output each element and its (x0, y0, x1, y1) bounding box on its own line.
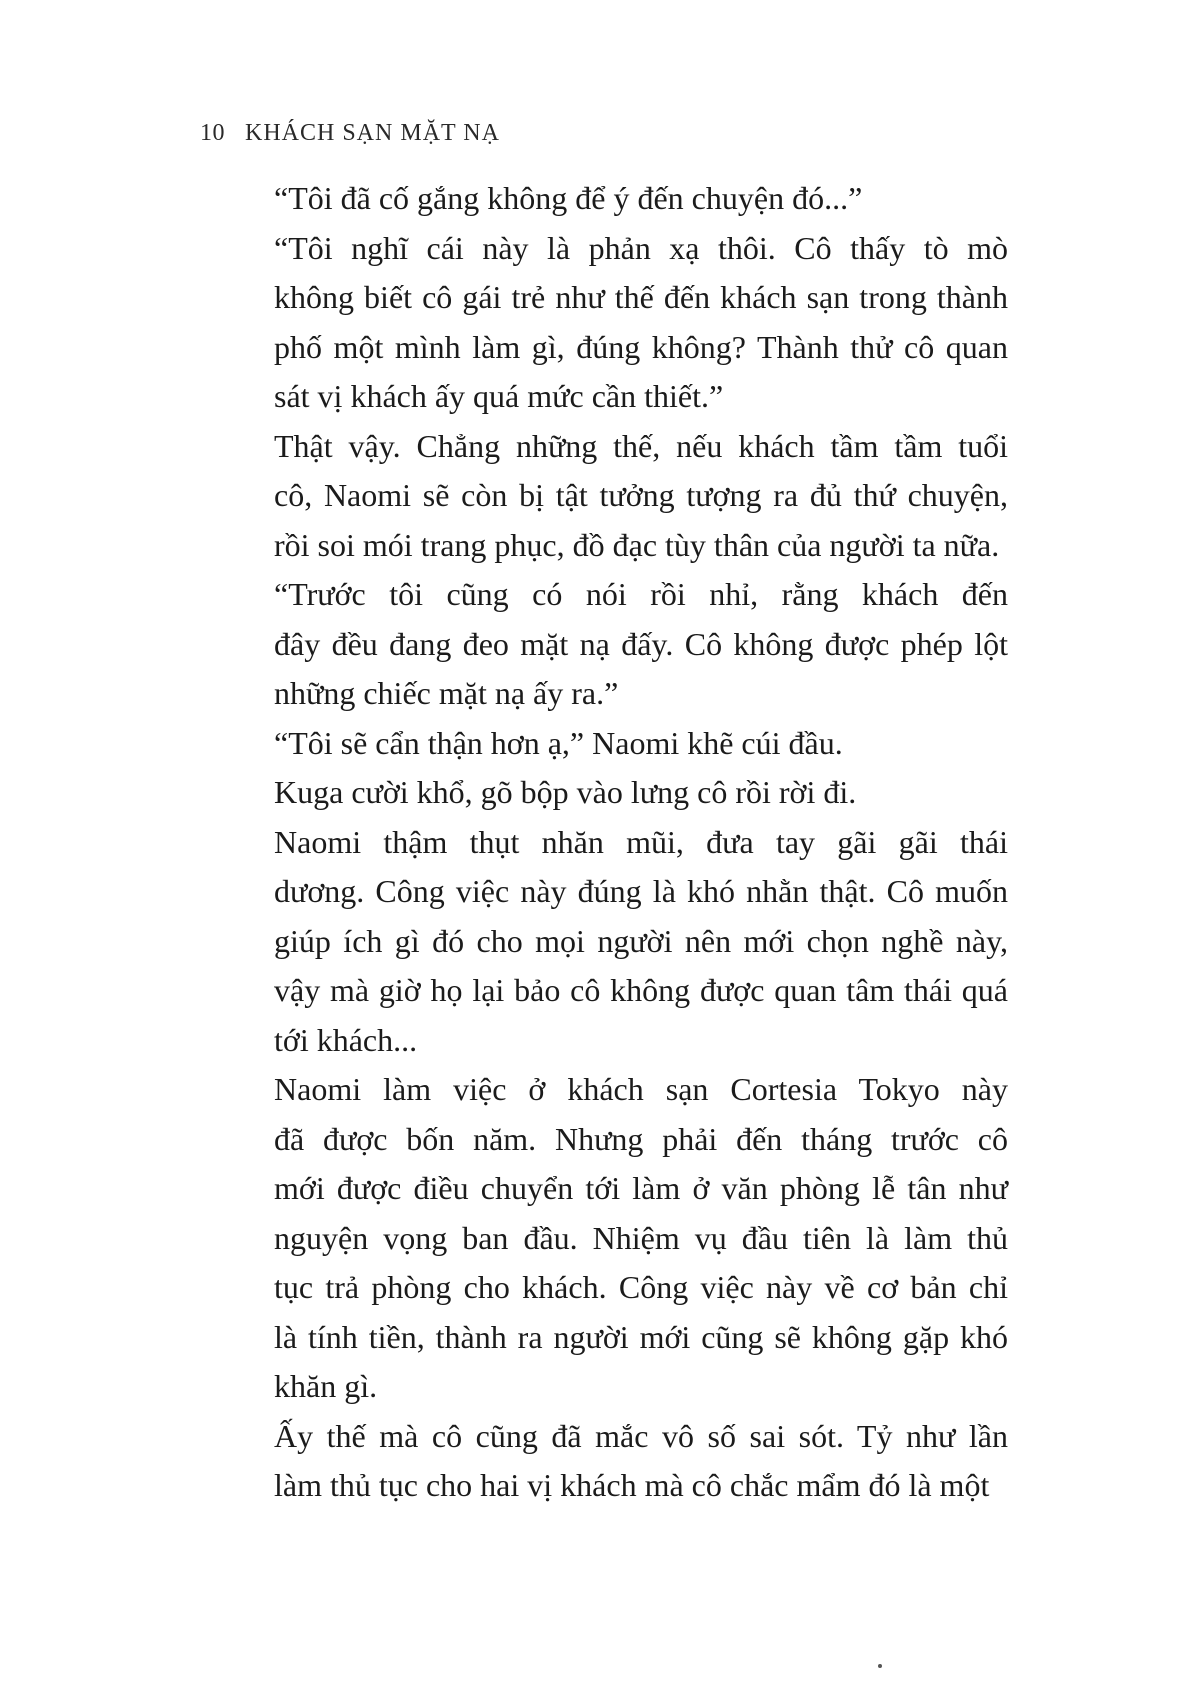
book-title: KHÁCH SẠN MẶT NẠ (245, 120, 500, 146)
text-line: vậy mà giờ họ lại bảo cô không được quan tâm thái quá (274, 972, 1008, 1008)
scan-dot (878, 1664, 882, 1668)
paragraph (200, 719, 1008, 769)
text-line: cô, Naomi sẽ còn bị tật tưởng tượng ra đủ thứ chuyện, (274, 477, 1008, 513)
body-text (200, 174, 1008, 1511)
paragraph (200, 224, 1008, 422)
paragraph (200, 570, 1008, 719)
text-line: làm thủ tục cho hai vị khách mà cô chắc mẩm đó là một (274, 1467, 990, 1503)
paragraph (200, 768, 1008, 818)
text-line: mới được điều chuyển tới làm ở văn phòng lễ tân như (274, 1170, 1008, 1206)
text-line: phố một mình làm gì, đúng không? Thành thử cô quan (274, 328, 1008, 365)
text-line: khăn gì. (274, 1368, 378, 1404)
text-line: không biết cô gái trẻ như thế đến khách sạn trong thành (274, 279, 1008, 315)
text-line: “Tôi đã cố gắng không để ý đến chuyện đó...” (274, 180, 863, 216)
text-line: những chiếc mặt nạ ấy ra.” (274, 675, 619, 711)
text-line: là tính tiền, thành ra người mới cũng sẽ không gặp khó (274, 1318, 1008, 1355)
text-line: dương. Công việc này đúng là khó nhằn thật. Cô muốn (274, 873, 1008, 909)
text-line: Ấy thế mà cô cũng đã mắc vô số sai sót. Tỷ như lần (274, 1417, 1008, 1454)
paragraph (200, 818, 1008, 1066)
text-line: Naomi thậm thụt nhăn mũi, đưa tay gãi gãi thái (274, 823, 1008, 860)
text-line: nguyện vọng ban đầu. Nhiệm vụ đầu tiên là làm thủ (274, 1219, 1008, 1256)
text-line: “Trước tôi cũng có nói rồi nhỉ, rằng khách đến (274, 576, 1008, 612)
text-line: đây đều đang đeo mặt nạ đấy. Cô không được phép lột (274, 625, 1008, 662)
text-line: giúp ích gì đó cho mọi người nên mới chọn nghề này, (274, 922, 1008, 959)
text-line: rồi soi mói trang phục, đồ đạc tùy thân của người ta nữa. (274, 526, 1000, 563)
text-line: tới khách... (274, 1021, 418, 1058)
text-line: Naomi làm việc ở khách sạn Cortesia Tokyo này (274, 1071, 1008, 1107)
paragraph (200, 1412, 1008, 1511)
text-line: sát vị khách ấy quá mức cần thiết.” (274, 378, 724, 414)
running-header (200, 120, 500, 147)
paragraph (200, 174, 1008, 224)
page-number: 10 (200, 120, 225, 146)
text-line: tục trả phòng cho khách. Công việc này về cơ bản chỉ (274, 1269, 1008, 1305)
paragraph (200, 1065, 1008, 1412)
text-line: “Tôi nghĩ cái này là phản xạ thôi. Cô thấy tò mò (274, 229, 1008, 266)
paragraph (200, 422, 1008, 571)
text-line: đã được bốn năm. Nhưng phải đến tháng trước cô (274, 1120, 1008, 1157)
text-line: “Tôi sẽ cẩn thận hơn ạ,” Naomi khẽ cúi đầu. (274, 724, 843, 761)
text-line: Kuga cười khổ, gõ bộp vào lưng cô rồi rời đi. (274, 774, 857, 810)
text-line: Thật vậy. Chẳng những thế, nếu khách tầm tầm tuổi (274, 427, 1008, 464)
